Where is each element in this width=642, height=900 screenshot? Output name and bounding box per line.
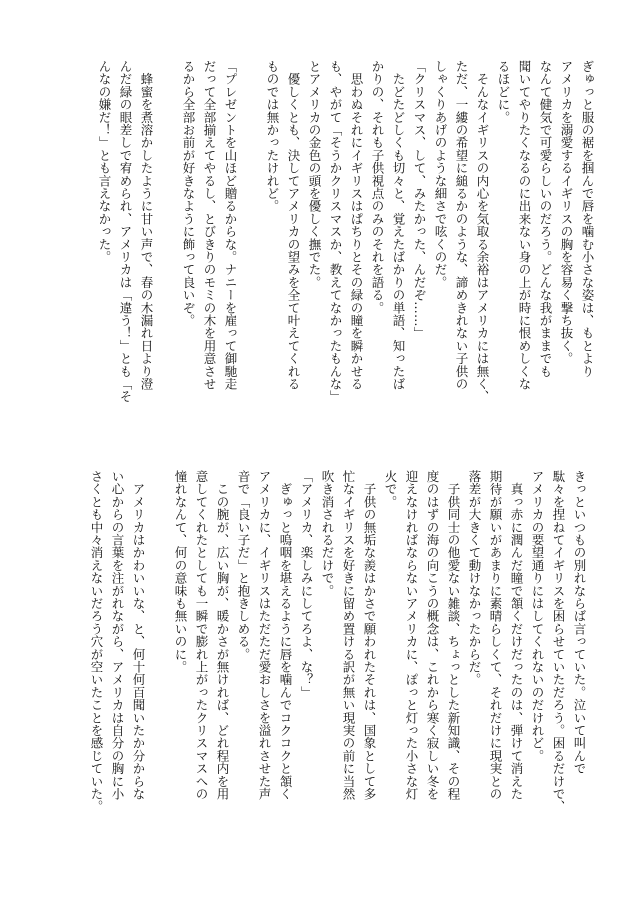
text-line: さくとも中々消えないだろう穴が空いたことを感じていた。 (89, 470, 104, 813)
paragraph (94, 60, 157, 448)
text-line: 子供同士の他愛ない雑談、ちょっとした新知識、その程 (446, 470, 461, 801)
text-line: アメリカの要望通りにはしてくれないのだけれど。 (530, 470, 545, 763)
text-line: なんて健気で可愛らしいのだろう。どんな我がままでも (538, 60, 553, 378)
text-line: 憧れなんて、何の意味も無いのに。 (173, 470, 188, 674)
text-line: るから全部お前が好きなように飾って良いぞ。 (181, 60, 196, 327)
text-line: ぎゅっと嗚咽を堪えるように唇を噛んでコクコクと頷く (278, 470, 293, 801)
text-line: ものでは無かったけれど。 (265, 60, 280, 213)
text-line: 優しくとも、決してアメリカの望みを全て叶えてくれる (286, 60, 301, 391)
text-line: しゃくりあげのような細さで呟くのだ。 (433, 60, 448, 289)
paragraph (178, 60, 241, 448)
text-line: 期待が願いがあまりに素晴らしくて、それだけに現実との (488, 470, 503, 801)
text-line: 火で。 (383, 470, 398, 509)
text-line: この腕が、広い胸が、暖かさが無ければ、どれ程内を用 (215, 470, 230, 801)
lower-text-column (86, 470, 590, 862)
text-line: アメリカに、イギリスはただただ愛おしさを溢れさせた声 (257, 470, 272, 801)
text-line: 吹き消されるだけで。 (320, 470, 335, 597)
paragraph (380, 470, 464, 862)
text-line: 蜂蜜を煮溶かしたように甘い声で、春の木漏れ日より澄 (139, 60, 154, 391)
text-line: 「アメリカ、楽しみにしてろよ、な？」 (299, 470, 314, 699)
text-line: 子供の無垢な羨はかさで願われたそれは、国象として多 (362, 470, 377, 801)
paragraph (430, 60, 493, 448)
text-line: たどたどしくも切々と、覚えたばかりの単語、知ったば (391, 60, 406, 391)
paragraph-break (241, 60, 262, 448)
upper-text-column (94, 60, 598, 448)
paragraph (527, 470, 590, 862)
text-line: 度のはずの海の向こうの概念は、これから寒く寂しい冬を (425, 470, 440, 801)
paragraph (367, 60, 409, 448)
text-line: 思わぬそれにイギリスはぱちりとその緑の瞳を瞬かせる (349, 60, 364, 391)
text-line: 「クリスマス、して、みたかった、んだぞ……」 (412, 60, 427, 340)
text-line: ぎゅっと服の裾を掴んで唇を噛む小さな姿は、もとより (580, 60, 595, 378)
paragraph (86, 470, 149, 862)
text-line: 駄々を捏ねてイギリスを困らせていただろう。困るだけで、 (551, 470, 566, 813)
text-line: だって全部揃えてやるし、とびきりのモミの木を用意させ (202, 60, 217, 391)
paragraph (296, 470, 317, 862)
paragraph-break (149, 470, 170, 862)
text-line: 意してくれたとしても一瞬で膨れ上がったクリスマスへの (194, 470, 209, 801)
paragraph (233, 470, 296, 862)
text-line: かりの、それも子供視点のみのそれを語る。 (370, 60, 385, 314)
text-line: んだ緑の眼差しで宥められ、アメリカは「違う！」とも「そ (118, 60, 133, 403)
text-line: るほどに。 (496, 60, 511, 124)
text-line: 忙なイギリスを好きに留め置ける訳が無い現実の前に当然 (341, 470, 356, 801)
text-line: とアメリカの金色の頭を優しく撫でた。 (307, 60, 322, 289)
text-line: きっといつもの別れならば言っていた。泣いて叫んで (572, 470, 587, 775)
text-line: 「プレゼントを山ほど贈るからな。ナニーを雇って御馳走 (223, 60, 238, 391)
text-line: 落差が大きくて動けなかったからだ。 (467, 470, 482, 686)
text-line: んなの嫌だ！」とも言えなかった。 (97, 60, 112, 264)
paragraph (464, 470, 527, 862)
paragraph-break (157, 60, 178, 448)
text-line: 音で「良い子だ」と抱きしめる。 (236, 470, 251, 661)
paragraph (262, 60, 304, 448)
paragraph (409, 60, 430, 448)
text-line: ただ、一縷の希望に縋るかのような、諦めきれない子供の (454, 60, 469, 391)
paragraph (493, 60, 598, 448)
paragraph (304, 60, 367, 448)
text-line: 真っ赤に潤んだ瞳で頷くだけだったのは、弾けて消えた (509, 470, 524, 801)
paragraph (317, 470, 380, 862)
text-line: い心からの言葉を注がれながら、アメリカは自分の胸に小 (110, 470, 125, 801)
text-line: も、やがて「そうかクリスマスか、教えてなかったもんな」 (328, 60, 343, 403)
text-line: アメリカはかわいいな、と、何十何百聞いたか分からな (131, 470, 146, 801)
text-line: アメリカを溺愛するイギリスの胸を容易く撃ち抜く。 (559, 60, 574, 365)
paragraph (170, 470, 233, 862)
text-line: 聞いてやりたくなるのに出来ない身の上が時に恨めしくな (517, 60, 532, 391)
text-line: 迎えなければならないアメリカに、ぽっと灯った小さな灯 (404, 470, 419, 801)
text-line: そんなイギリスの内心を気取る余裕はアメリカには無く、 (475, 60, 490, 403)
